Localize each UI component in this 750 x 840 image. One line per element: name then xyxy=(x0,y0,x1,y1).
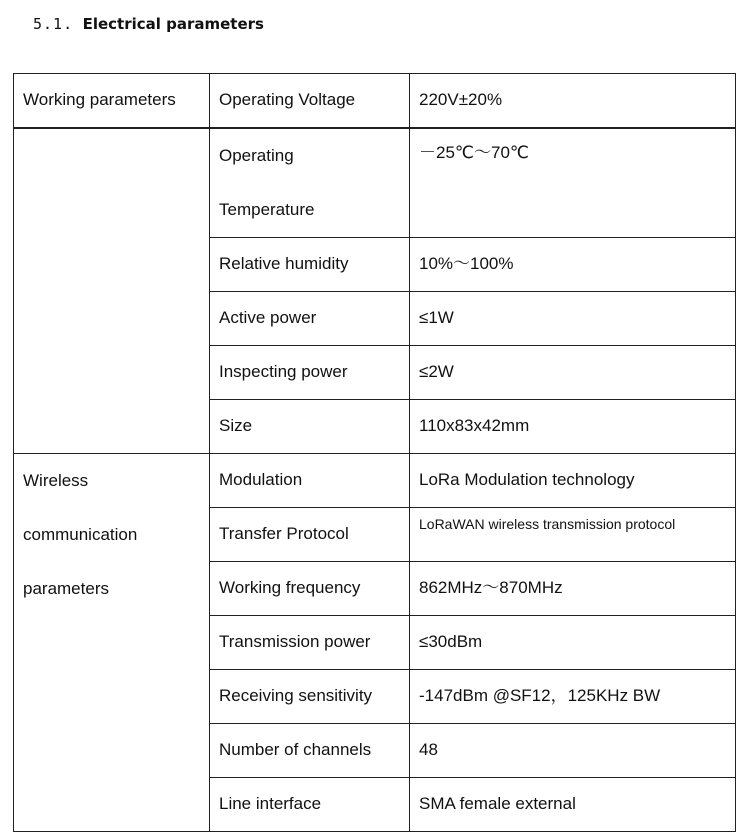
table-row xyxy=(14,74,736,128)
value-cell: 862MHz～870MHz xyxy=(410,561,736,615)
param-cell: Transmission power xyxy=(210,615,410,669)
param-cell: Size xyxy=(210,399,410,453)
section-heading xyxy=(33,14,264,34)
param-cell: Inspecting power xyxy=(210,345,410,399)
param-cell: Number of channels xyxy=(210,723,410,777)
param-line: Temperature xyxy=(219,199,315,219)
value-cell: ≤2W xyxy=(410,345,736,399)
param-cell: Working frequency xyxy=(210,561,410,615)
value-cell: LoRa Modulation technology xyxy=(410,453,736,507)
value-cell: SMA female external xyxy=(410,777,736,831)
param-cell: Receiving sensitivity xyxy=(210,669,410,723)
value-cell: 48 xyxy=(410,723,736,777)
group-label-line: parameters xyxy=(23,578,109,598)
param-cell: Modulation xyxy=(210,453,410,507)
value-cell: －25℃～70℃ xyxy=(410,128,736,238)
param-line: Operating xyxy=(219,145,294,165)
section-number: 5.1. xyxy=(33,15,74,33)
param-cell xyxy=(210,128,410,238)
group-label-line: communication xyxy=(23,524,138,544)
param-cell: Operating Voltage xyxy=(210,74,410,128)
electrical-parameters-table xyxy=(13,73,736,832)
value-cell: 10%～100% xyxy=(410,237,736,291)
param-cell: Line interface xyxy=(210,777,410,831)
group-cell-wireless xyxy=(14,453,210,831)
value-cell: ≤30dBm xyxy=(410,615,736,669)
group-cell-empty xyxy=(14,128,210,454)
value-cell: -147dBm @SF12，125KHz BW xyxy=(410,669,736,723)
value-cell: ≤1W xyxy=(410,291,736,345)
section-title: Electrical parameters xyxy=(82,15,264,33)
param-cell: Active power xyxy=(210,291,410,345)
value-cell: 220V±20% xyxy=(410,74,736,128)
param-cell: Relative humidity xyxy=(210,237,410,291)
value-cell: LoRaWAN wireless transmission protocol xyxy=(410,507,736,561)
param-cell: Transfer Protocol xyxy=(210,507,410,561)
group-cell-working-parameters: Working parameters xyxy=(14,74,210,128)
table-row xyxy=(14,453,736,507)
value-cell: 110x83x42mm xyxy=(410,399,736,453)
group-label-line: Wireless xyxy=(23,470,89,490)
